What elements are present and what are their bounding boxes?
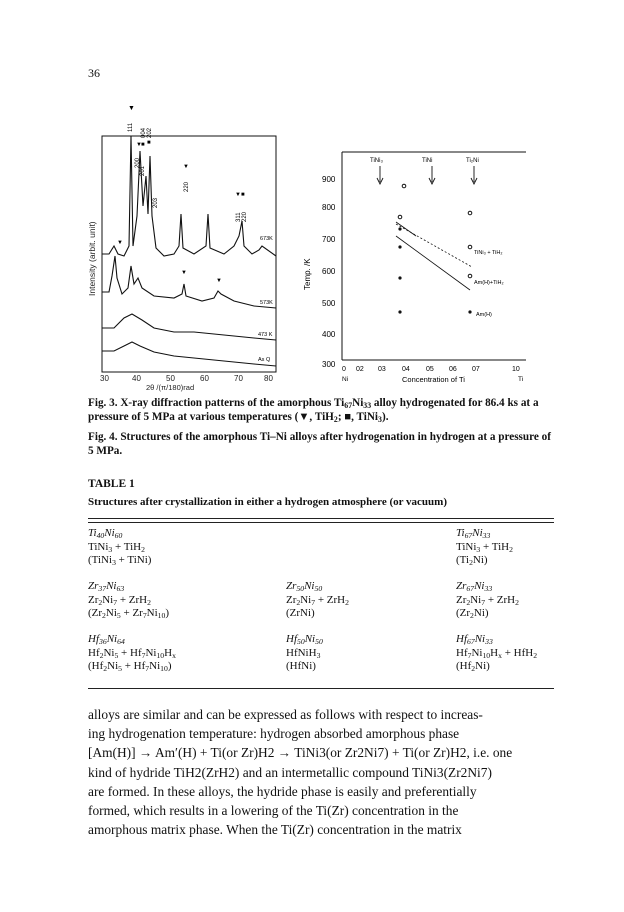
fig4-boundaries — [396, 222, 472, 290]
body-line: formed, which results in a lowering of the Ti(Zr) concentration in the — [88, 803, 459, 819]
svg-text:40: 40 — [132, 374, 141, 383]
table-cell: $Hf_{50}Ni_{50}$ — [286, 633, 323, 646]
svg-text:500: 500 — [322, 299, 336, 308]
peak-marker-tih2: ▼ — [216, 278, 222, 284]
fig4-y-axis-label: Temp. /K — [303, 258, 312, 290]
peak-label: 202 — [147, 127, 153, 138]
table-top-rule-2 — [88, 522, 554, 523]
table-cell: $Hf_2Ni_5 + Hf_7Ni_{10}H_x$ — [88, 647, 176, 660]
peak-marker-tih2: ▼ — [128, 105, 135, 112]
fig3-y-axis-label: Intensity (arbit. unit) — [87, 221, 97, 296]
fig4-top-labels — [370, 158, 479, 164]
peak-marker-tih2: ▼ — [183, 164, 189, 170]
peak-label: 220 — [184, 181, 190, 192]
peak-marker-tih2: ▼ — [235, 192, 241, 198]
table-cell: $Hf_7Ni_{10}H_x + HfH_2$ — [456, 647, 538, 660]
peak-marker-tih2: ▼ — [181, 270, 187, 276]
table-title: TABLE 1 — [88, 478, 135, 490]
table-cell: (HfNi) — [286, 660, 316, 672]
fig4-y-ticks — [322, 175, 336, 369]
svg-text:06: 06 — [449, 366, 457, 373]
table-cell: $(Zr_2Ni_5 + Zr_7Ni_{10})$ — [88, 607, 170, 620]
svg-text:TiNi₃: TiNi₃ — [370, 158, 383, 164]
peak-marker-tinI3: ■ — [241, 192, 245, 198]
body-line: are formed. In these alloys, the hydride phase is easily and preferentially — [88, 783, 477, 799]
table-cell: $Zr_2Ni_7 + ZrH_2$ — [88, 594, 151, 607]
peak-marker-tih2: ▼ — [136, 142, 142, 148]
peak-marker-tinI3: ■ — [141, 142, 145, 148]
fig3-x-ticks — [100, 374, 273, 383]
table-cell: $Zr_{50}Ni_{50}$ — [286, 580, 323, 593]
fig3-caption: Fig. 3. X-ray diffraction patterns of the amorphous $Ti_{67}Ni_{33}$ alloy hydrogenated for 86.4 ks at a pressure of 5 MPa at various temperatures (▼, TiH$_2$; ■, TiNi$_3$). — [88, 397, 539, 424]
table-cell: $(Ti_2Ni)$ — [456, 554, 488, 567]
table-bottom-rule — [88, 688, 554, 689]
table-cell: $(Hf_2Ni)$ — [456, 660, 490, 673]
xrd-curve-573k — [102, 256, 276, 308]
xrd-curve-473k — [102, 314, 276, 340]
svg-text:10: 10 — [512, 366, 520, 373]
svg-text:03: 03 — [378, 366, 386, 373]
svg-text:50: 50 — [166, 374, 175, 383]
svg-text:300: 300 — [322, 360, 336, 369]
table-caption: Structures after crystallization in either a hydrogen atmosphere (or vacuum) — [88, 496, 447, 508]
svg-text:07: 07 — [472, 366, 480, 373]
peak-label: 201 — [140, 165, 146, 176]
body-line: kind of hydride TiH2(ZrH2) and an intermetallic compound TiNi3(Zr2Ni7) — [88, 764, 492, 780]
svg-text:700: 700 — [322, 235, 336, 244]
peak-marker-tih2: ▼ — [117, 240, 123, 246]
peak-label: 220 — [242, 211, 248, 222]
table-cell: $Zr_{37}Ni_{63}$ — [88, 580, 125, 593]
fig4-region-label: TiNi₃ + TiH₂ — [474, 250, 503, 256]
peak-label: 311 — [236, 212, 242, 222]
fig4-structure-diagram — [296, 140, 560, 396]
fig4-region-label: Am(H)+TiH₂ — [474, 280, 504, 286]
table-cell: (TiNi$_3$ + TiNi) — [88, 554, 152, 567]
table-cell: $Hf_{36}Ni_{64}$ — [88, 633, 125, 646]
fig4-caption: Fig. 4. Structures of the amorphous Ti–Ni alloys after hydrogenation in hydrogen at a pressure of 5 MPa. — [88, 431, 551, 457]
xrd-curve-as-q — [102, 342, 276, 366]
table-cell: $Hf_{67}Ni_{33}$ — [456, 633, 493, 646]
peak-label: 203 — [153, 197, 159, 208]
table-cell: TiNi$_3$ + TiH$_2$ — [88, 541, 145, 554]
curve-label: 473 K — [258, 332, 273, 338]
table-cell: HfNiH$_3$ — [286, 647, 321, 660]
table-cell: $(Hf_2Ni_5 + Hf_7Ni_{10})$ — [88, 660, 172, 673]
table-top-rule — [88, 518, 554, 519]
svg-text:400: 400 — [322, 330, 336, 339]
fig3-x-axis-label: 2θ /(π/180)rad — [146, 383, 195, 392]
svg-text:600: 600 — [322, 267, 336, 276]
body-line: amorphous matrix phase. When the Ti(Zr) concentration in the matrix — [88, 822, 462, 838]
svg-text:800: 800 — [322, 203, 336, 212]
fig4-points — [398, 184, 472, 313]
svg-text:30: 30 — [100, 374, 109, 383]
svg-text:0: 0 — [342, 366, 346, 373]
peak-marker-tinI3: ■ — [147, 140, 151, 146]
fig3-xrd-plot — [84, 96, 284, 396]
svg-text:05: 05 — [426, 366, 434, 373]
fig4-x-axis-label: Concentration of Ti — [402, 375, 465, 384]
table-cell: $Zr_2Ni_7 + ZrH_2$ — [286, 594, 349, 607]
table-cell: $Ti_{67}Ni_{33}$ — [456, 527, 491, 540]
body-text — [88, 705, 558, 839]
page-number: 36 — [88, 66, 100, 80]
fig4-arrows — [377, 166, 477, 184]
xrd-curve-673k — [102, 136, 276, 256]
body-line: ing hydrogenation temperature: hydrogen absorbed amorphous phase — [88, 726, 460, 742]
table-cell: $(Zr_2Ni)$ — [456, 607, 489, 620]
svg-text:70: 70 — [234, 374, 243, 383]
fig4-x-end-ti: Ti — [518, 376, 524, 383]
curve-label: As Q — [258, 357, 271, 363]
svg-text:TiNi: TiNi — [422, 158, 433, 164]
table-cell: $Zr_2Ni_7 + ZrH_2$ — [456, 594, 519, 607]
svg-text:Ti₂Ni: Ti₂Ni — [466, 158, 479, 164]
curve-label: 573K — [260, 300, 273, 306]
peak-label: 004 — [141, 127, 147, 138]
table-cell: (ZrNi) — [286, 607, 315, 619]
peak-label: 111 — [128, 122, 134, 132]
svg-text:04: 04 — [402, 366, 410, 373]
peak-label: 200 — [135, 157, 141, 168]
table-cell: $Zr_{67}Ni_{33}$ — [456, 580, 493, 593]
svg-text:900: 900 — [322, 175, 336, 184]
svg-text:80: 80 — [264, 374, 273, 383]
svg-text:60: 60 — [200, 374, 209, 383]
svg-text:02: 02 — [356, 366, 364, 373]
fig4-region-label: Am(H) — [476, 312, 492, 318]
table-cell: TiNi$_3$ + TiH$_2$ — [456, 541, 513, 554]
fig4-x-ticks — [342, 366, 520, 373]
fig4-x-end-ni: Ni — [342, 376, 349, 383]
body-line: [Am(H)] → Am′(H) + Ti(or Zr)H2 → TiNi3(or Zr2Ni7) + Ti(or Zr)H2, i.e. one — [88, 745, 513, 761]
table-cell: $Ti_{40}Ni_{60}$ — [88, 527, 123, 540]
curve-label: 673K — [260, 236, 273, 242]
body-line: alloys are similar and can be expressed as follows with respect to increas- — [88, 707, 483, 722]
